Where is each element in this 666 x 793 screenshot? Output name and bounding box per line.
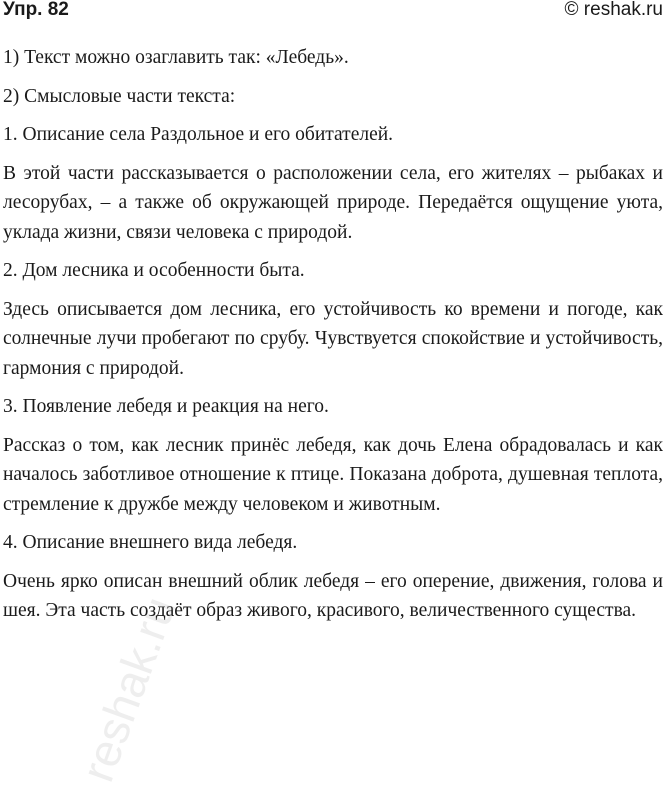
- part3-text: Рассказ о том, как лесник принёс лебедя, как дочь Елена обрадовалась и как началось заботливое отношение к птице. Показана доброта, душевная теплота, стремление к дружбе между человеком и животным.: [3, 434, 663, 515]
- exercise-title: Упр. 82: [3, 0, 69, 20]
- part1-heading: 1. Описание села Раздольное и его обитателей.: [3, 124, 394, 145]
- header: [3, 0, 663, 30]
- copyright-label: © reshak.ru: [564, 0, 663, 20]
- part1-text: В этой части рассказывается о расположении села, его жителях – рыбаках и лесорубах, – а также об окружающей природе. Передаётся ощущение уюта, уклада жизни, связи человека с природой.: [3, 162, 663, 243]
- document-page: [3, 0, 663, 626]
- watermark: reshak.ru: [70, 590, 186, 789]
- parts-intro: 2) Смысловые части текста:: [3, 85, 236, 107]
- part4-text: Очень ярко описан внешний облик лебедя – его оперение, движения, голова и шея. Эта часть создаёт образ живого, красивого, величественного существа.: [3, 570, 663, 621]
- part3-heading: 3. Появление лебедя и реакция на него.: [3, 396, 329, 417]
- title-suggestion: 1) Текст можно озаглавить так: «Лебедь».: [3, 47, 349, 68]
- part2-text: Здесь описывается дом лесника, его устойчивость ко времени и погоде, как солнечные лучи пробегают по срубу. Чувствуется спокойствие и устойчивость, гармония с природой.: [3, 298, 663, 379]
- part2-heading: 2. Дом лесника и особенности быта.: [3, 260, 305, 281]
- part4-heading: 4. Описание внешнего вида лебедя.: [3, 532, 298, 553]
